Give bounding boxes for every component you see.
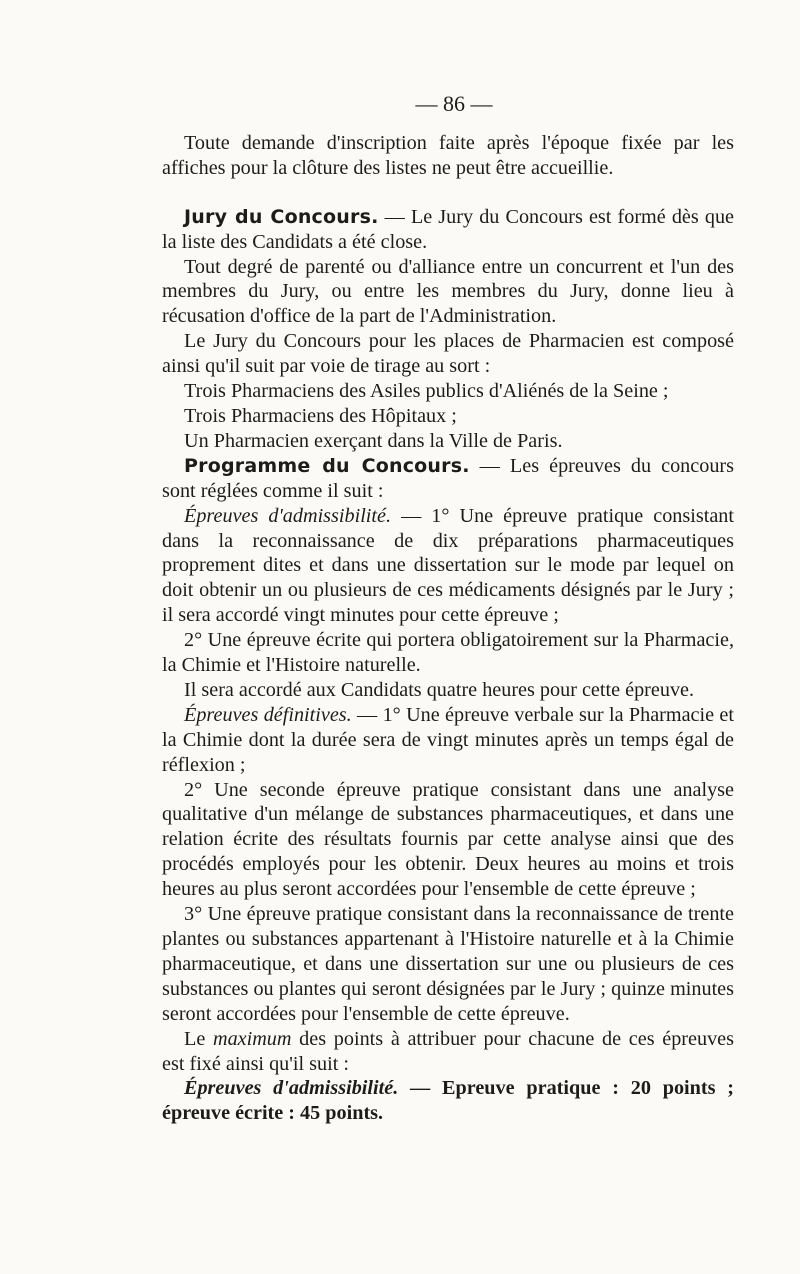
section-heading-programme: Programme du Concours. xyxy=(184,454,470,477)
maximum-word: maximum xyxy=(212,1027,292,1050)
paragraph-parente: Tout degré de parenté ou d'alliance entre un concurrent et l'un des membres du Jury, ou entre les membres du Jury, donne lieu à récusation d'office de la part de l'Administration. xyxy=(162,255,734,328)
list-item: Trois Pharmaciens des Asiles publics d'Aliénés de la Seine ; xyxy=(184,380,669,403)
paragraph-composition: Le Jury du Concours pour les places de Pharmacien est composé ainsi qu'il suit par voie de tirage au sort : xyxy=(162,330,734,378)
paragraph-points xyxy=(162,1076,734,1126)
paragraph-quatre-heures: Il sera accordé aux Candidats quatre heures pour cette épreuve. xyxy=(184,678,695,701)
section-heading-jury: Jury du Concours. xyxy=(184,205,379,228)
paragraph-inscription: Toute demande d'inscription faite après l'époque fixée par les affiches pour la clôture des listes ne peut être accueillie. xyxy=(162,131,734,179)
list-item: Trois Pharmaciens des Hôpitaux ; xyxy=(184,404,457,427)
definitives-text: — 1° Une épreuve verbale sur la Pharmacie et la Chimie dont la durée sera de vingt minutes après un temps égal de réflexion ; xyxy=(162,703,734,776)
page-number: — 86 — xyxy=(415,91,493,116)
paragraph-admissibilite xyxy=(162,504,734,629)
jury-text: — Le Jury du Concours est formé dès que la liste des Candidats a été close. xyxy=(162,205,734,253)
paragraph-programme xyxy=(162,454,734,504)
admissibilite-label: Épreuves d'admissibilité. xyxy=(184,504,392,527)
programme-text: — Les épreuves du concours sont réglées comme il suit : xyxy=(162,454,734,502)
paragraph-jury xyxy=(162,205,734,255)
points-text: — Epreuve pratique : 20 points ; épreuve écrite : 45 points. xyxy=(162,1077,734,1125)
paragraph-analyse: 2° Une seconde épreuve pratique consistant dans une analyse qualitative d'un mélange de substances pharmaceutiques, et dans une relation écrite des résultats fournis par cette analyse ainsi que des procédés employés pour les obtenir. Deux heures au moins et trois heures au plus seront accordées pour l'ensemble de cette épreuve ; xyxy=(162,778,734,901)
definitives-label: Épreuves définitives. xyxy=(184,703,352,726)
admissibilite-text: — 1° Une épreuve pratique consistant dans la reconnaissance de dix préparations pharmaceutiques proprement dites et dans une dissertation sur le mode par lequel on doit obtenir un ou plusieurs de ces médicaments désignés par le Jury ; il sera accordé vingt minutes pour cette épreuve ; xyxy=(162,504,734,627)
list-item: Un Pharmacien exerçant dans la Ville de Paris. xyxy=(184,429,563,452)
points-label: Épreuves d'admissibilité. xyxy=(184,1077,399,1100)
paragraph-maximum: Le maximum des points à attribuer pour chacune de ces épreuves est fixé ainsi qu'il suit : xyxy=(162,1027,734,1075)
document-page xyxy=(162,92,734,1126)
paragraph-epreuve-ecrite: 2° Une épreuve écrite qui portera obligatoirement sur la Pharmacie, la Chimie et l'Histoire naturelle. xyxy=(162,629,734,677)
paragraph-definitives xyxy=(162,703,734,778)
paragraph-plantes: 3° Une épreuve pratique consistant dans la reconnaissance de trente plantes ou substances appartenant à l'Histoire naturelle et à la Chimie pharmaceutique, et dans une dissertation sur une ou plusieurs de ces substances ou plantes qui seront désignées par le Jury ; quinze minutes seront accordées pour l'ensemble de cette épreuve. xyxy=(162,903,734,1025)
